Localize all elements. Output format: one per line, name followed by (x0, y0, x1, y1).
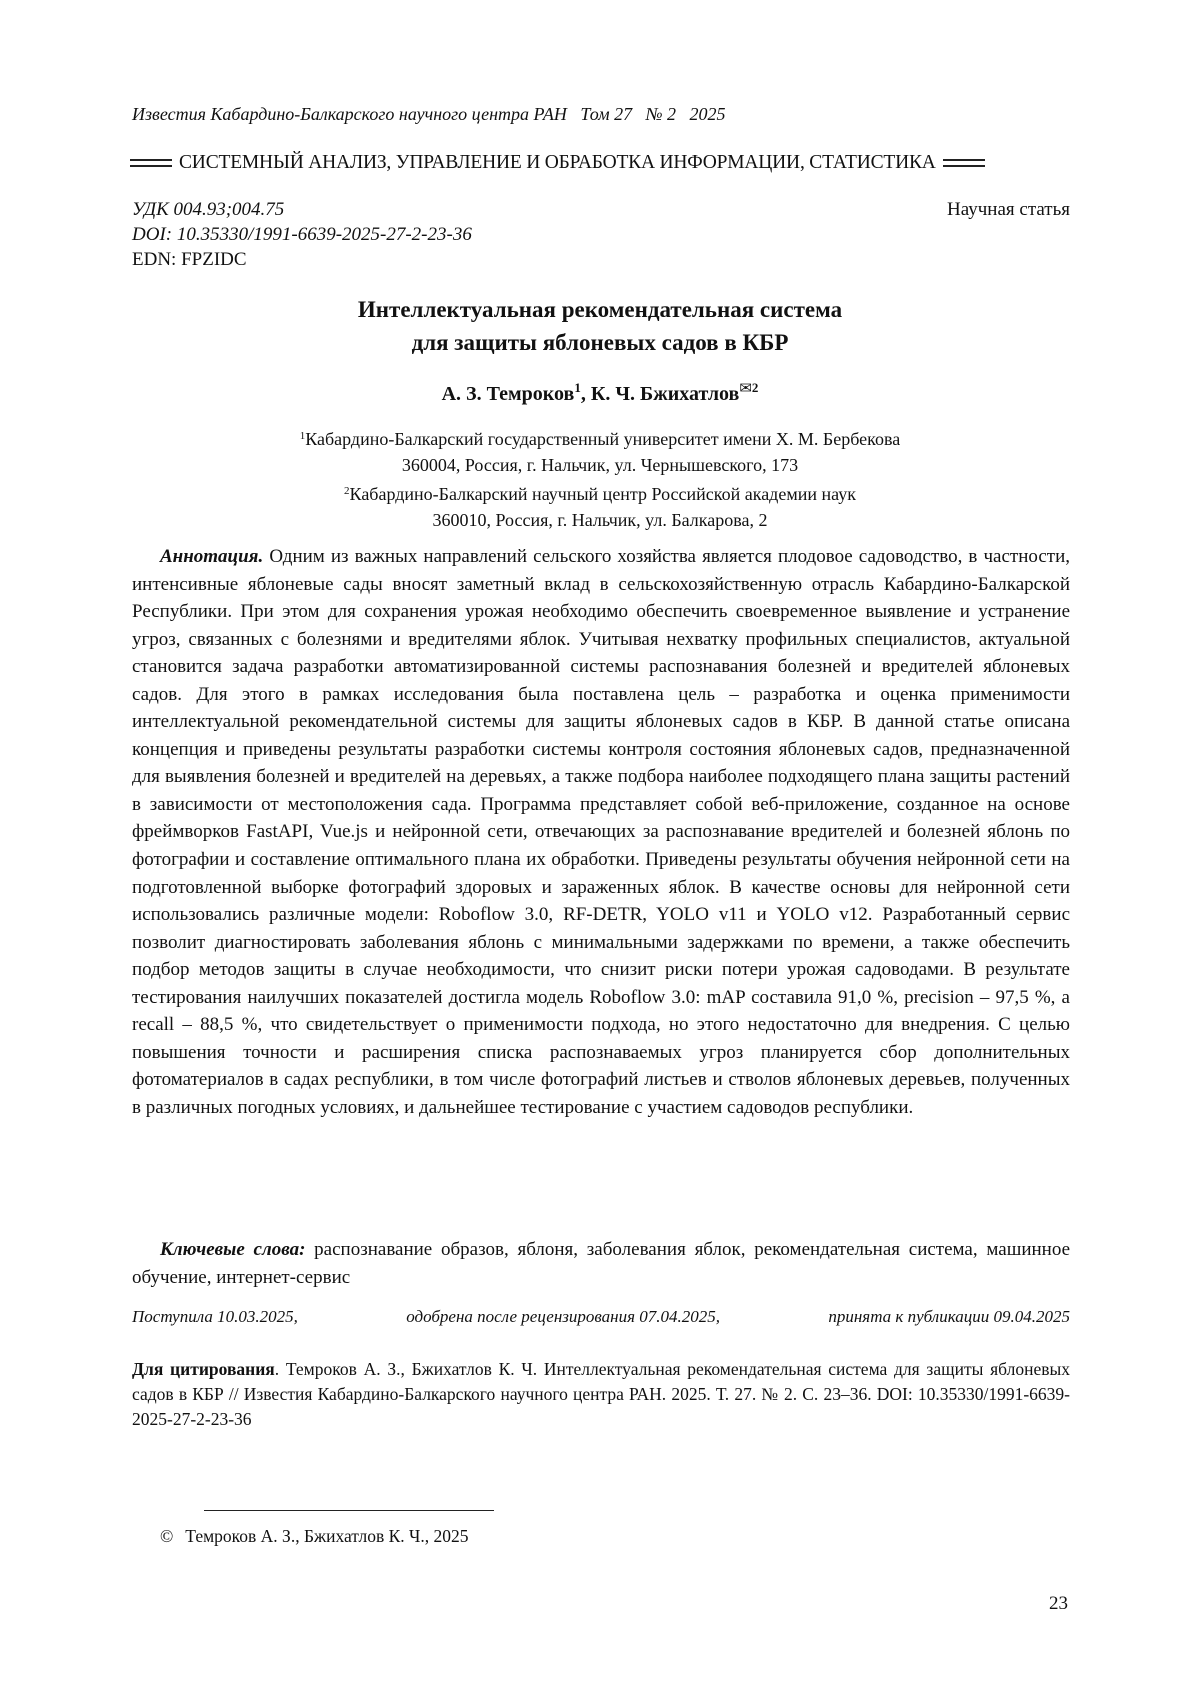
copyright (160, 1526, 469, 1547)
journal-page (0, 0, 1200, 1697)
affiliation-2-org: Кабардино-Балкарский научный центр Российской академии наук (350, 484, 856, 504)
affiliation-2 (0, 478, 1200, 507)
copyright-text: Темроков А. З., Бжихатлов К. Ч., 2025 (185, 1526, 468, 1546)
author-1: А. З. Темроков (442, 383, 575, 405)
author-2: К. Ч. Бжихатлов (591, 383, 740, 405)
edn: EDN: FPZIDC (132, 247, 472, 272)
article-title (0, 293, 1200, 359)
article-identifiers (132, 197, 472, 272)
article-title-line-1: Интеллектуальная рекомендательная система (0, 293, 1200, 326)
citation-label: Для цитирования (132, 1359, 275, 1379)
citation-text: . Темроков А. З., Бжихатлов К. Ч. Интеллектуальная рекомендательная система для защиты яблоневых садов в КБР // Известия Кабардино-Балкарского научного центра РАН. 2025. Т. 27. № 2. С. 23–36. DOI: 10.35330/1991-6639-2025-27-2-23-36 (132, 1359, 1070, 1429)
affiliations (0, 423, 1200, 533)
affiliation-1-org: Кабардино-Балкарский государственный университет имени Х. М. Бербекова (305, 429, 900, 449)
publication-dates (132, 1307, 1070, 1327)
article-type: Научная статья (947, 197, 1070, 222)
date-reviewed: одобрена после рецензирования 07.04.2025, (406, 1307, 720, 1327)
affiliation-1-mark: 1 (300, 430, 306, 442)
keywords-label: Ключевые слова: (160, 1239, 305, 1260)
authors (0, 379, 1200, 406)
affiliation-1 (0, 423, 1200, 452)
section-rule-left (130, 159, 172, 167)
copyright-symbol: © (160, 1526, 173, 1546)
doi: DOI: 10.35330/1991-6639-2025-27-2-23-36 (132, 222, 472, 247)
abstract (132, 543, 1070, 1121)
affiliation-2-address: 360010, Россия, г. Нальчик, ул. Балкарова, 2 (0, 507, 1200, 533)
envelope-icon: ✉ (739, 381, 752, 397)
section-title: СИСТЕМНЫЙ АНАЛИЗ, УПРАВЛЕНИЕ И ОБРАБОТКА ИНФОРМАЦИИ, СТАТИСТИКА (172, 152, 943, 174)
page-number: 23 (1049, 1593, 1068, 1615)
keywords-text: распознавание образов, яблоня, заболевания яблок, рекомендательная система, машинное обучение, интернет-сервис (132, 1239, 1070, 1288)
article-title-line-2: для защиты яблоневых садов в КБР (0, 326, 1200, 359)
affiliation-2-mark: 2 (344, 485, 350, 497)
author-1-affiliation-mark: 1 (574, 380, 581, 395)
affiliation-1-address: 360004, Россия, г. Нальчик, ул. Чернышевского, 173 (0, 452, 1200, 478)
abstract-label: Аннотация. (160, 546, 263, 567)
date-received: Поступила 10.03.2025, (132, 1307, 298, 1327)
citation (132, 1357, 1070, 1432)
udc-code: УДК 004.93;004.75 (132, 197, 472, 222)
author-2-affiliation-mark: 2 (752, 380, 759, 395)
section-rule-right (943, 159, 985, 167)
footnote-rule (204, 1510, 494, 1511)
keywords (132, 1236, 1070, 1291)
abstract-text: Одним из важных направлений сельского хозяйства является плодовое садоводство, в частности, интенсивные яблоневые сады вносят заметный вклад в сельскохозяйственную отрасль Кабардино-Балкарской Республики. При этом для сохранения урожая необходимо обеспечить своевременное выявление и устранение угроз, связанных с болезнями и вредителями яблок. Учитывая нехватку профильных специалистов, актуальной становится задача разработки автоматизированной системы распознавания болезней и вредителей яблоневых садов. Для этого в рамках исследования была поставлена цель – разработка и оценка применимости интеллектуальной рекомендательной системы для защиты яблоневых садов в КБР. В данной статье описана концепция и приведены результаты разработки системы контроля состояния яблоневых садов, предназначенной для выявления болезней и вредителей на деревьях, а также подбора наиболее подходящего плана защиты растений в зависимости от местоположения сада. Программа представляет собой веб-приложение, созданное на основе фреймворков FastAPI, Vue.js и нейронной сети, отвечающих за распознавание вредителей и болезней яблонь по фотографии и составление оптимального плана их обработки. Приведены результаты обучения нейронной сети на подготовленной выборке фотографий здоровых и зараженных яблок. В качестве основы для нейронной сети использовались различные модели: Roboflow 3.0, RF-DETR, YOLO v11 и YOLO v12. Разработанный сервис позволит диагностировать заболевания яблонь с минимальными задержками по времени, а также обеспечить подбор методов защиты в случае необходимости, что снизит риски потери урожая садоводами. В результате тестирования наилучших показателей достигла модель Roboflow 3.0: mAP составила 91,0 %, precision – 97,5 %, a recall – 88,5 %, что свидетельствует о применимости подхода, но этого недостаточно для внедрения. С целью повышения точности и расширения списка распознаваемых угроз планируется сбор дополнительных фотоматериалов в садах республики, в том числе фотографий листьев и стволов яблоневых деревьев, полученных в различных погодных условиях, и дальнейшее тестирование с участием садоводов республики. (132, 546, 1070, 1118)
author-separator: , (581, 383, 591, 405)
section-heading (130, 150, 1070, 176)
journal-header: Известия Кабардино-Балкарского научного центра РАН Том 27 № 2 2025 (132, 104, 726, 125)
date-accepted: принята к публикации 09.04.2025 (828, 1307, 1070, 1327)
